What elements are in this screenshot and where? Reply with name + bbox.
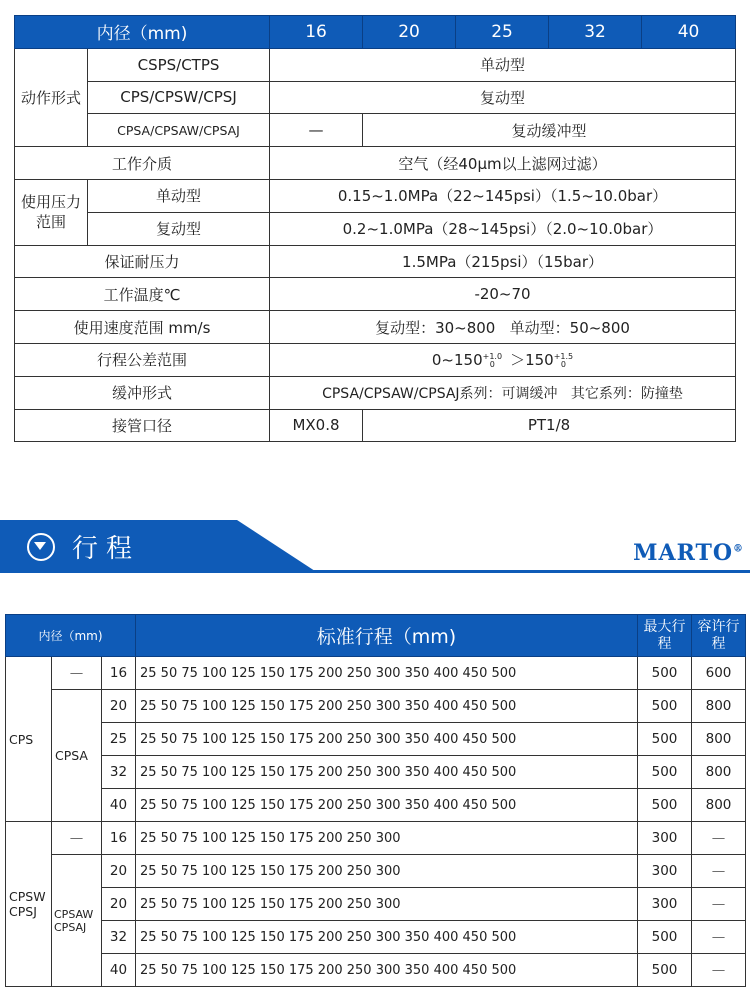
registered-mark: ® (733, 543, 744, 555)
chevron-down-circle-icon (27, 533, 55, 561)
pressure-row-1 (15, 179, 736, 212)
port-small: MX0.8 (270, 409, 363, 442)
table-row (6, 657, 746, 690)
action-row-2 (15, 81, 736, 114)
stroke-list: 25 50 75 100 125 150 175 200 250 300 350 400 450 500 (136, 954, 638, 987)
row-bore: 16 (102, 657, 136, 690)
bore-40: 40 (642, 16, 736, 49)
section-banner (0, 520, 750, 573)
action-model: CPS/CPSW/CPSJ (88, 81, 270, 114)
tolerance-2-lower: 0 (560, 359, 566, 369)
table-row (6, 855, 746, 888)
row-bore: 40 (102, 789, 136, 822)
action-label: 动作形式 (15, 48, 88, 146)
stroke-list: 25 50 75 100 125 150 175 200 250 300 350 400 450 500 (136, 756, 638, 789)
stroke-header-row (6, 615, 746, 657)
standard-stroke-header: 标准行程（mm) (136, 615, 638, 657)
brand-name: MARTO (633, 540, 733, 566)
temp-row (15, 278, 736, 311)
cushion-row (15, 376, 736, 409)
tolerance-1-upper: +1.0 (482, 351, 503, 361)
proof-value: 1.5MPa（215psi）（15bar） (270, 245, 736, 278)
action-value: 复动型 (270, 81, 736, 114)
sub-series: — (52, 657, 102, 690)
pressure-type: 复动型 (88, 212, 270, 245)
medium-value: 空气（经40μm以上滤网过滤） (270, 147, 736, 180)
max-stroke: 300 (638, 888, 692, 921)
max-stroke: 500 (638, 756, 692, 789)
row-bore: 20 (102, 855, 136, 888)
tolerance-2-upper: +1.5 (553, 351, 574, 361)
proof-label: 保证耐压力 (15, 245, 270, 278)
sub-series-cpsaw-cpsaj: CPSAW CPSAJ (52, 855, 102, 987)
tolerance-label: 行程公差范围 (15, 343, 270, 376)
max-stroke: 500 (638, 723, 692, 756)
pressure-value: 0.15~1.0MPa（22~145psi）（1.5~10.0bar） (270, 179, 736, 212)
stroke-list: 25 50 75 100 125 150 175 200 250 300 (136, 888, 638, 921)
allow-stroke: 800 (692, 690, 746, 723)
allow-stroke: 800 (692, 756, 746, 789)
table-row (6, 756, 746, 789)
table-row (6, 690, 746, 723)
spec-table (14, 15, 736, 442)
allow-stroke: 800 (692, 789, 746, 822)
action-model: CSPS/CTPS (88, 48, 270, 81)
stroke-list: 25 50 75 100 125 150 175 200 250 300 350 400 450 500 (136, 723, 638, 756)
table-row (6, 822, 746, 855)
series-cps: CPS (6, 657, 52, 822)
row-bore: 40 (102, 954, 136, 987)
pressure-row-2 (15, 212, 736, 245)
max-stroke: 500 (638, 921, 692, 954)
table-row (6, 789, 746, 822)
spec-header-row (15, 16, 736, 49)
bore-25: 25 (456, 16, 549, 49)
sub-series: — (52, 822, 102, 855)
stroke-list: 25 50 75 100 125 150 175 200 250 300 (136, 855, 638, 888)
allow-stroke: — (692, 954, 746, 987)
row-bore: 25 (102, 723, 136, 756)
proof-row (15, 245, 736, 278)
tolerance-1 (483, 353, 502, 369)
tolerance-range-2: ＞150 (510, 351, 554, 370)
allow-stroke: — (692, 822, 746, 855)
port-large: PT1/8 (363, 409, 736, 442)
action-row-1 (15, 48, 736, 81)
speed-value: 复动型：30~800 单动型：50~800 (270, 311, 736, 344)
row-bore: 32 (102, 756, 136, 789)
tolerance-value (270, 343, 736, 376)
speed-row (15, 311, 736, 344)
allow-stroke: — (692, 888, 746, 921)
max-stroke: 300 (638, 855, 692, 888)
row-bore: 20 (102, 888, 136, 921)
stroke-list: 25 50 75 100 125 150 175 200 250 300 350 400 450 500 (136, 789, 638, 822)
tolerance-1-lower: 0 (489, 359, 495, 369)
series-cpsw-cpsj: CPSW CPSJ (6, 822, 52, 987)
max-stroke: 500 (638, 954, 692, 987)
allow-stroke-header: 容许行程 (692, 615, 746, 657)
allow-stroke: 800 (692, 723, 746, 756)
cushion-value: CPSA/CPSAW/CPSAJ系列：可调缓冲 其它系列：防撞垫 (270, 376, 736, 409)
table-row (6, 921, 746, 954)
pressure-value: 0.2~1.0MPa（28~145psi）（2.0~10.0bar） (270, 212, 736, 245)
tolerance-range-1: 0~150 (431, 351, 483, 370)
table-row (6, 723, 746, 756)
action-model: CPSA/CPSAW/CPSAJ (88, 114, 270, 147)
allow-stroke: 600 (692, 657, 746, 690)
stroke-list: 25 50 75 100 125 150 175 200 250 300 (136, 822, 638, 855)
bore-32: 32 (549, 16, 642, 49)
stroke-bore-header: 内径（mm) (6, 615, 136, 657)
tolerance-row (15, 343, 736, 376)
row-bore: 20 (102, 690, 136, 723)
cushion-label: 缓冲形式 (15, 376, 270, 409)
pressure-label: 使用压力范围 (15, 179, 88, 245)
bore-20: 20 (363, 16, 456, 49)
table-row (6, 954, 746, 987)
stroke-list: 25 50 75 100 125 150 175 200 250 300 350 400 450 500 (136, 921, 638, 954)
stroke-table (5, 614, 746, 987)
tolerance-2 (554, 353, 573, 369)
stroke-list: 25 50 75 100 125 150 175 200 250 300 350 400 450 500 (136, 657, 638, 690)
allow-stroke: — (692, 921, 746, 954)
bore-header: 内径（mm) (15, 16, 270, 49)
action-row-3 (15, 114, 736, 147)
speed-label: 使用速度范围 mm/s (15, 311, 270, 344)
action-value: 单动型 (270, 48, 736, 81)
medium-row (15, 147, 736, 180)
brand-logo (633, 540, 744, 566)
port-label: 接管口径 (15, 409, 270, 442)
max-stroke: 300 (638, 822, 692, 855)
medium-label: 工作介质 (15, 147, 270, 180)
section-title: 行程 (72, 534, 141, 564)
port-row (15, 409, 736, 442)
max-stroke-header: 最大行程 (638, 615, 692, 657)
table-row (6, 888, 746, 921)
max-stroke: 500 (638, 657, 692, 690)
temp-value: -20~70 (270, 278, 736, 311)
bore-16: 16 (270, 16, 363, 49)
allow-stroke: — (692, 855, 746, 888)
action-dash: — (270, 114, 363, 147)
stroke-list: 25 50 75 100 125 150 175 200 250 300 350 400 450 500 (136, 690, 638, 723)
pressure-type: 单动型 (88, 179, 270, 212)
sub-series-cpsa: CPSA (52, 690, 102, 822)
temp-label: 工作温度℃ (15, 278, 270, 311)
row-bore: 16 (102, 822, 136, 855)
max-stroke: 500 (638, 690, 692, 723)
action-value: 复动缓冲型 (363, 114, 736, 147)
row-bore: 32 (102, 921, 136, 954)
max-stroke: 500 (638, 789, 692, 822)
